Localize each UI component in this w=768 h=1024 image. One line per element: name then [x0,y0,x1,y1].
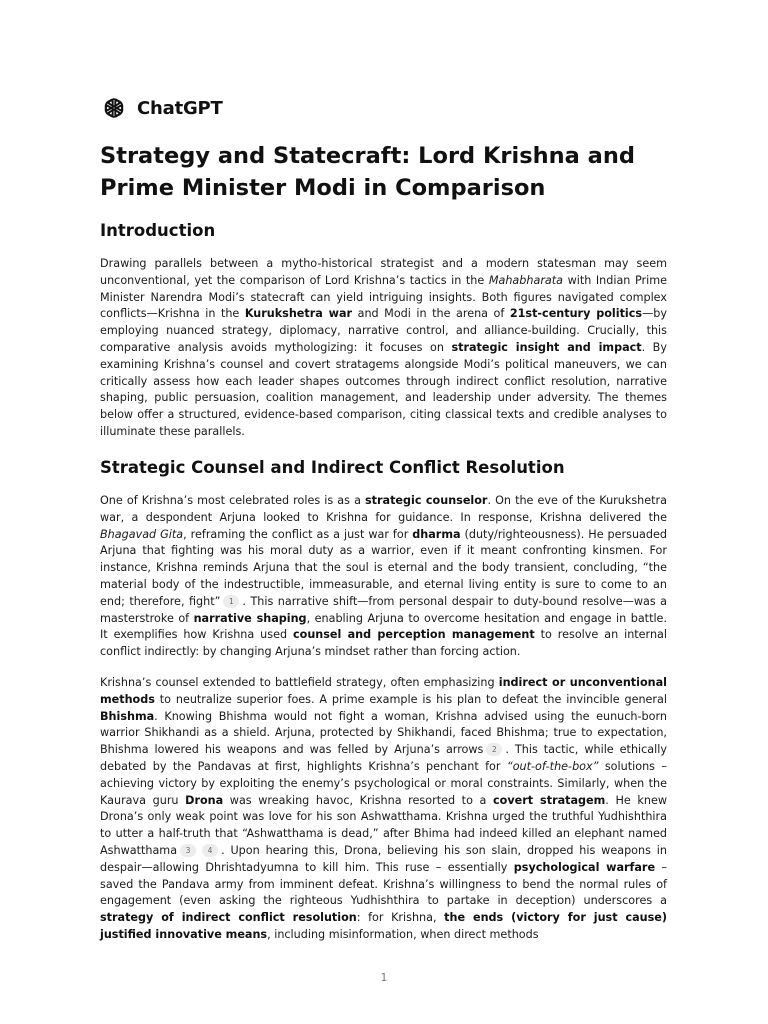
openai-logo-icon [101,95,127,121]
text-run: , enabling Arjuna to overcome hesitation and engage in battle. It exemplifies how Krishna used [100,611,667,642]
bold-term: strategic counselor [365,494,488,507]
document-title: Strategy and Statecraft: Lord Krishna and Prime Minister Modi in Comparison [100,143,635,201]
brand-header [101,94,223,122]
bold-term: psychological warfare [513,860,656,874]
text-run: , reframing the conflict as a just war for [183,527,413,541]
text-run: , including misinformation, when direct methods [267,927,539,941]
bold-term: strategic insight and impact [451,340,642,354]
bold-term: covert stratagem [493,793,606,807]
bold-term: Kurukshetra war [244,307,353,321]
section-heading-introduction: Introduction [100,221,216,240]
text-run: . This narrative shift—from personal despair to duty-bound resolve—was a masterstroke of [100,594,667,625]
page-number: 1 [380,972,388,984]
text-run: . This tactic, while ethically debated by the Pandavas at first, highlights Krishna’s penchant for [100,743,667,773]
bold-term: the ends (victory for just cause) justified innovative means [100,911,667,941]
text-run: to resolve an internal conflict indirectly: by changing Arjuna’s mindset rather than forcing action. [100,628,668,659]
italic-term: Bhagavad Gita [100,527,184,541]
bold-term: strategy of indirect conflict resolution [100,911,357,925]
text-run: Drawing parallels between a mytho-historical strategist and a modern statesman may seem unconventional, yet the comparison of Lord Krishna’s tactics in the [100,257,667,287]
text-run: . By examining Krishna’s counsel and covert stratagems alongside Modi’s political maneuvers, we can critically assess how each leader shapes outcomes through indirect conflict resolution, narrative shaping, public persuasion, coalition management, and leadership under adversity. The themes below offer a structured, evidence-based comparison, citing classical texts and credible analyses to illuminate these parallels. [100,340,667,438]
text-run: : for Krishna, [356,911,445,925]
section-heading-strategic-counsel: Strategic Counsel and Indirect Conflict Resolution [100,458,565,477]
text-run: solutions – achieving victory by exploiting the enemy’s psychological or moral constraints. Similarly, when the Kaurava guru [100,759,667,807]
text-run: One of Krishna’s most celebrated roles is as a [100,494,366,507]
bold-term: 21st-century politics [509,307,643,321]
strategic-paragraph-2 [100,675,667,944]
bold-term: Bhishma [100,709,155,723]
text-run: . He knew Drona’s only weak point was love for his son Ashwatthama. Krishna urged the truthful Yudhishthira to utter a half-truth that “Ashwatthama is dead,” after Bhima had indeed killed an elephant named Ashwatthama [100,793,668,857]
bold-term: narrative shaping [193,611,307,625]
bold-term: counsel and perception management [293,628,535,642]
text-run: and Modi in the arena of [352,307,510,321]
text-run: —by employing nuanced strategy, diplomacy, narrative control, and alliance-building. Crucially, this comparative analysis avoids mythologizing: it focuses on [100,307,667,354]
citation-badge[interactable]: 4 [202,844,218,857]
italic-term: Mahabharata [488,273,564,287]
italic-term: “out-of-the-box” [506,759,599,773]
citation-badge[interactable]: 3 [180,844,196,857]
bold-term: dharma [412,527,461,541]
text-run: – saved the Pandava army from imminent defeat. Krishna’s willingness to bend the normal rules of engagement (even asking the righteous Yudhishthira to partake in deception) underscores a [100,860,667,908]
text-run: to neutralize superior foes. A prime example is his plan to defeat the invincible general [154,692,667,706]
text-run: was wreaking havoc, Krishna resorted to a [223,793,494,807]
bold-term: indirect or unconventional methods [100,676,668,706]
intro-paragraph [100,256,667,441]
text-run: . Upon hearing this, Drona, believing his son slain, dropped his weapons in despair—allowing Dhrishtadyumna to kill him. This ruse – essentially [100,843,667,874]
bold-term: Drona [185,793,224,807]
citation-badge[interactable]: 2 [486,743,502,756]
text-run: Krishna’s counsel extended to battlefield strategy, often emphasizing [100,676,499,689]
text-run: (duty/righteousness). He persuaded Arjuna that fighting was his moral duty as a warrior, even if it meant confronting kinsmen. For instance, Krishna reminds Arjuna that the soul is eternal and the body transient, concluding, “the material body of the indestructible, immeasurable, and eternal living entity is sure to come to an end; therefore, fight” [100,527,667,608]
brand-name: ChatGPT [137,97,223,119]
text-run: . On the eve of the Kurukshetra war, a despondent Arjuna looked to Krishna for guidance. In response, Krishna delivered the [100,494,667,524]
citation-badge[interactable]: 1 [223,595,239,608]
text-run: . Knowing Bhishma would not fight a woman, Krishna advised using the eunuch-born warrior Shikhandi as a shield. Arjuna, protected by Shikhandi, faced Bhishma; true to expectation, Bhishma lowered his weapons and was felled by Arjuna’s arrows [100,709,667,757]
strategic-paragraph-1 [100,493,667,661]
text-run: with Indian Prime Minister Narendra Modi’s statecraft can yield intriguing insights. Both figures navigated complex conflicts—Krishna in the [100,273,667,321]
